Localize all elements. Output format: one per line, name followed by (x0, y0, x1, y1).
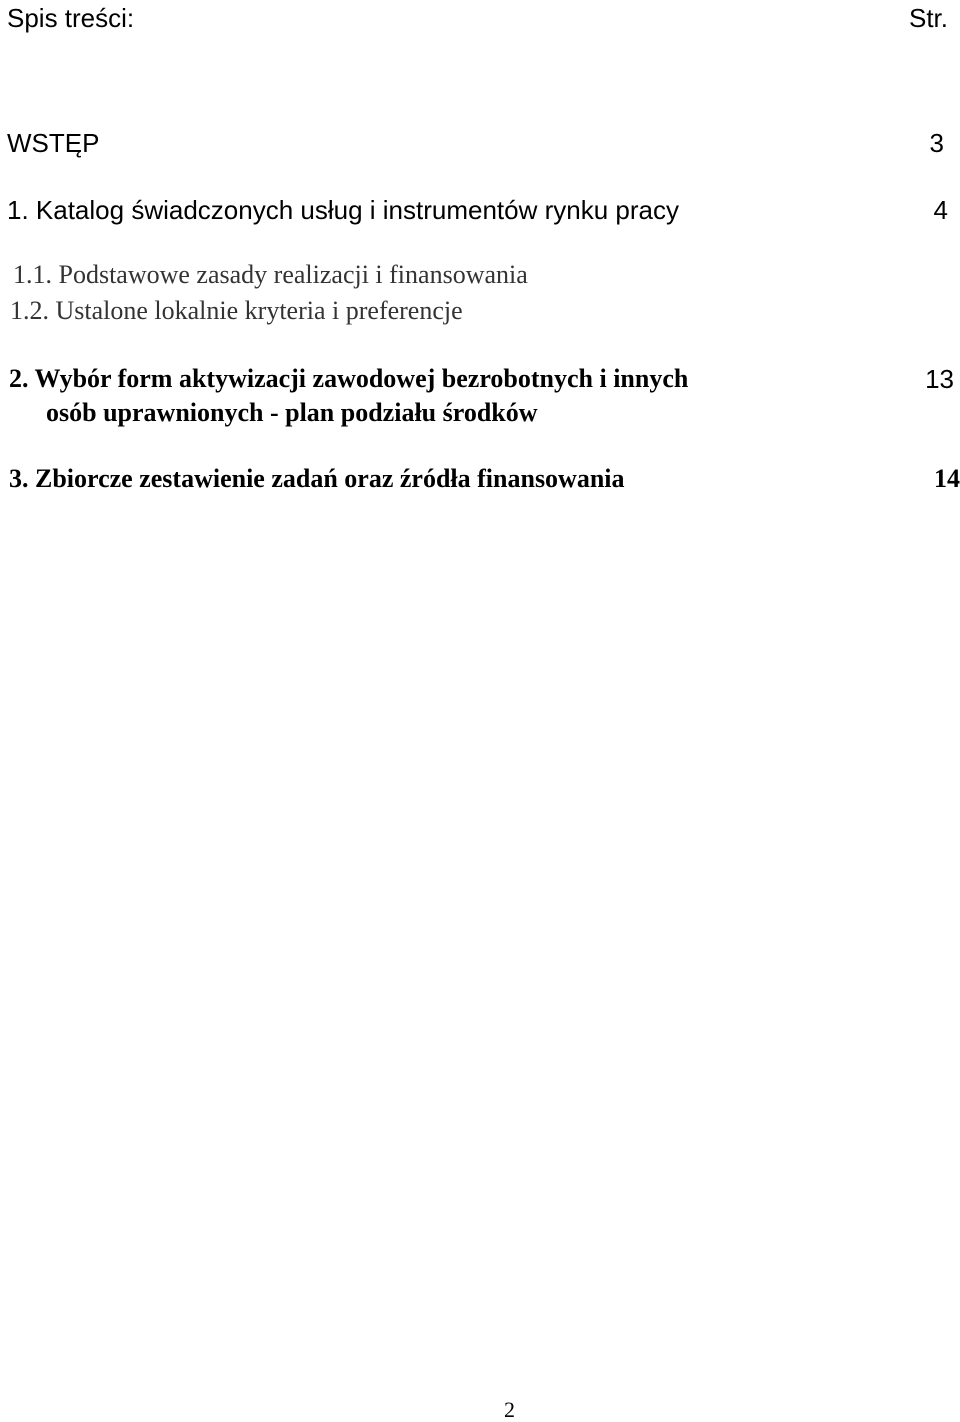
toc-entry-title: WSTĘP (7, 128, 100, 158)
toc-entry-page: 3 (929, 128, 944, 158)
page-number: 2 (504, 1397, 515, 1422)
toc-heading: Spis treści: (7, 3, 135, 33)
toc-entry-title: 1.1. Podstawowe zasady realizacji i finansowania (13, 260, 528, 289)
toc-entry-title: 1.2. Ustalone lokalnie kryteria i preferencje (10, 296, 463, 325)
toc-entry-title: 1. Katalog świadczonych usług i instrumentów rynku pracy (7, 195, 679, 225)
toc-entry-page: 4 (933, 195, 948, 225)
toc-page-column-label: Str. (908, 3, 948, 33)
toc-entry-page: 14 (934, 464, 960, 493)
toc-entry-title: 2. Wybór form aktywizacji zawodowej bezrobotnych i innych (9, 364, 689, 393)
toc-entry-title: 3. Zbiorcze zestawienie zadań oraz źródła finansowania (9, 464, 625, 493)
toc-entry-title-continuation: osób uprawnionych - plan podziału środków (46, 398, 538, 427)
toc-entry-page: 13 (925, 364, 954, 394)
